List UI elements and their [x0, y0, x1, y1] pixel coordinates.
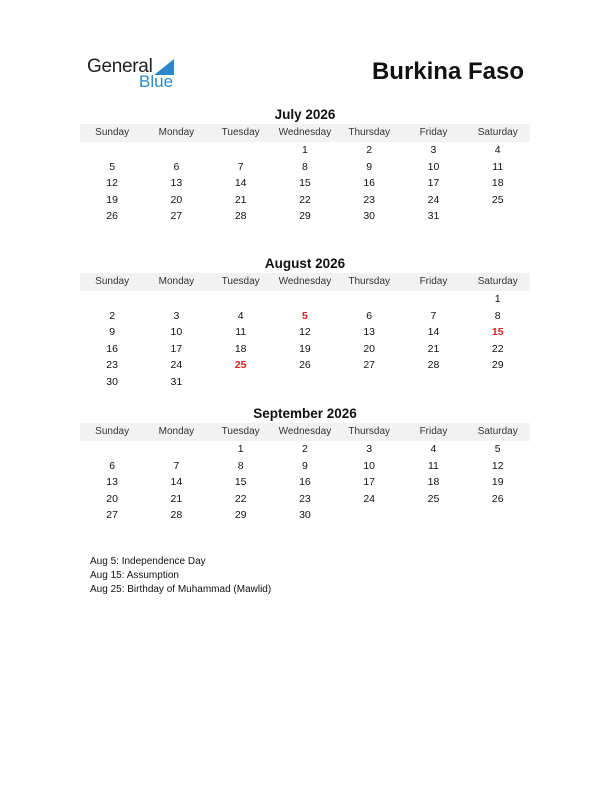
- day-cell: 6: [109, 459, 116, 472]
- day-cell: 31: [427, 210, 440, 223]
- day-cell: 10: [363, 459, 376, 472]
- day-cell: 14: [170, 476, 183, 489]
- week-row: [80, 441, 530, 458]
- day-cell: 8: [494, 309, 501, 322]
- empty-day-cell: [401, 374, 465, 391]
- month-august: [80, 256, 530, 391]
- day-cell: 11: [492, 160, 504, 173]
- day-cell: 15: [234, 476, 247, 489]
- day-cell: 13: [106, 476, 118, 489]
- day-cell: 29: [299, 210, 311, 223]
- week-row: [80, 142, 530, 159]
- day-cell: 26: [299, 359, 311, 372]
- day-cell: 5: [109, 160, 116, 173]
- day-cell: 22: [491, 342, 504, 355]
- day-cell: 16: [106, 342, 118, 355]
- day-cell: 7: [430, 309, 437, 322]
- weekday-label: Sunday: [95, 276, 130, 287]
- day-cell: 6: [173, 160, 180, 173]
- holiday-note: Aug 25: Birthday of Muhammad (Mawlid): [90, 584, 272, 595]
- empty-day-cell: [80, 291, 144, 308]
- weekday-label: Thursday: [348, 127, 391, 138]
- day-cell: 16: [299, 476, 311, 489]
- month-september: [80, 406, 530, 524]
- week-row: [80, 159, 530, 176]
- day-cell: 3: [366, 443, 373, 455]
- day-cell: 26: [491, 492, 504, 505]
- day-cell: 17: [427, 177, 440, 190]
- weekday-label: Monday: [158, 426, 195, 437]
- day-cell: 19: [299, 342, 311, 355]
- day-cell: 30: [299, 509, 311, 522]
- empty-day-cell: [466, 507, 530, 524]
- weekday-label: Thursday: [348, 276, 391, 287]
- day-cell: 2: [109, 309, 116, 322]
- week-row: [80, 341, 530, 358]
- day-cell: 4: [237, 309, 244, 322]
- weekday-label: Wednesday: [278, 127, 332, 138]
- day-cell: 10: [170, 326, 183, 339]
- day-cell: 7: [237, 160, 244, 173]
- holiday-notes: [90, 555, 271, 597]
- day-cell: 11: [428, 459, 439, 472]
- day-cell: 24: [427, 193, 440, 206]
- day-cell: 25: [491, 193, 504, 206]
- weekday-label: Sunday: [95, 127, 130, 138]
- holiday-note: Aug 5: Independence Day: [90, 556, 206, 567]
- empty-day-cell: [337, 291, 401, 308]
- weekday-header-row: [80, 273, 530, 291]
- week-row: [80, 357, 530, 374]
- weekday-label: Thursday: [348, 426, 391, 437]
- day-cell: 26: [106, 210, 118, 223]
- day-cell: 31: [170, 375, 183, 388]
- day-cell: 7: [173, 459, 180, 472]
- empty-day-cell: [144, 441, 208, 458]
- weekday-label: Tuesday: [221, 426, 260, 437]
- day-cell: 15: [299, 177, 311, 190]
- week-row: [80, 374, 530, 391]
- day-cell: 2: [302, 443, 308, 455]
- day-cell: 22: [234, 492, 247, 505]
- day-cell: 12: [106, 177, 118, 190]
- day-cell: 4: [430, 443, 437, 455]
- day-cell: 23: [299, 492, 311, 505]
- day-cell: 9: [302, 459, 308, 472]
- week-row: [80, 507, 530, 524]
- day-cell: 8: [302, 160, 308, 173]
- day-cell: 13: [363, 326, 376, 339]
- month-july: [80, 107, 530, 225]
- day-cell: 9: [366, 160, 373, 173]
- day-cell: 27: [170, 210, 183, 223]
- day-cell: 3: [173, 309, 180, 322]
- day-cell: 24: [170, 359, 183, 372]
- country-title: Burkina Faso: [371, 58, 524, 85]
- weekday-header-row: [80, 423, 530, 441]
- empty-day-cell: [144, 291, 208, 308]
- day-cell: 20: [170, 193, 183, 206]
- day-cell: 19: [491, 476, 504, 489]
- day-cell: 23: [363, 193, 376, 206]
- weekday-label: Friday: [419, 426, 448, 437]
- day-cell: 14: [234, 177, 247, 190]
- day-cell: 12: [491, 459, 504, 472]
- brand-name-line1: General: [87, 56, 153, 77]
- weekday-header-row: [80, 124, 530, 142]
- month-title: July 2026: [274, 107, 336, 122]
- day-cell: 10: [427, 160, 440, 173]
- weekday-label: Saturday: [477, 127, 518, 138]
- day-cell: 12: [299, 326, 311, 339]
- week-row: [80, 192, 530, 209]
- holiday-note: Aug 15: Assumption: [90, 570, 179, 581]
- empty-day-cell: [209, 374, 273, 391]
- day-cell: 24: [363, 492, 376, 505]
- day-cell: 11: [235, 326, 247, 339]
- day-cell: 20: [106, 492, 118, 505]
- day-cell: 18: [234, 342, 247, 355]
- weekday-label: Wednesday: [278, 276, 332, 287]
- week-row: [80, 308, 530, 325]
- week-row: [80, 491, 530, 508]
- day-cell: 8: [237, 459, 244, 472]
- weekday-label: Monday: [158, 127, 195, 138]
- month-title: August 2026: [264, 256, 346, 271]
- day-cell: 25: [427, 492, 440, 505]
- empty-day-cell: [337, 507, 401, 524]
- day-cell: 29: [491, 359, 504, 372]
- day-cell: 28: [427, 359, 440, 372]
- brand-logo: [87, 56, 187, 92]
- day-cell: 29: [234, 509, 247, 522]
- week-row: [80, 324, 530, 341]
- day-cell: 4: [494, 144, 501, 156]
- day-cell: 27: [363, 359, 376, 372]
- weekday-label: Saturday: [477, 426, 518, 437]
- day-cell: 27: [106, 509, 118, 522]
- empty-day-cell: [144, 142, 208, 159]
- empty-day-cell: [80, 441, 144, 458]
- day-cell: 30: [363, 210, 376, 223]
- empty-day-cell: [209, 142, 273, 159]
- holiday-day-cell: 5: [302, 309, 308, 322]
- day-cell: 2: [366, 144, 373, 156]
- holiday-day-cell: 25: [234, 359, 247, 372]
- day-cell: 18: [427, 476, 440, 489]
- day-cell: 30: [106, 375, 118, 388]
- day-cell: 28: [170, 509, 183, 522]
- week-row: [80, 208, 530, 225]
- weekday-label: Sunday: [95, 426, 130, 437]
- day-cell: 5: [494, 443, 501, 455]
- day-cell: 1: [494, 293, 501, 305]
- weekday-label: Tuesday: [221, 127, 260, 138]
- week-row: [80, 458, 530, 475]
- day-cell: 21: [234, 193, 247, 206]
- week-row: [80, 291, 530, 308]
- empty-day-cell: [401, 507, 465, 524]
- day-cell: 14: [427, 326, 440, 339]
- day-cell: 1: [302, 144, 308, 156]
- empty-day-cell: [337, 374, 401, 391]
- weekday-label: Wednesday: [278, 426, 332, 437]
- weekday-label: Friday: [419, 127, 448, 138]
- day-cell: 23: [106, 359, 118, 372]
- day-cell: 9: [109, 326, 116, 339]
- day-cell: 28: [234, 210, 247, 223]
- day-cell: 13: [170, 177, 183, 190]
- empty-day-cell: [273, 374, 337, 391]
- empty-day-cell: [466, 374, 530, 391]
- day-cell: 19: [106, 193, 118, 206]
- brand-name-line2: Blue: [139, 72, 174, 91]
- weekday-label: Tuesday: [221, 276, 260, 287]
- holiday-day-cell: 15: [491, 326, 504, 339]
- empty-day-cell: [401, 291, 465, 308]
- day-cell: 17: [170, 342, 183, 355]
- day-cell: 6: [366, 309, 373, 322]
- weekday-label: Friday: [419, 276, 448, 287]
- day-cell: 16: [363, 177, 376, 190]
- empty-day-cell: [273, 291, 337, 308]
- day-cell: 20: [363, 342, 376, 355]
- day-cell: 22: [299, 193, 311, 206]
- day-cell: 1: [237, 443, 244, 455]
- day-cell: 17: [363, 476, 376, 489]
- empty-day-cell: [209, 291, 273, 308]
- day-cell: 18: [491, 177, 504, 190]
- day-cell: 3: [430, 144, 437, 156]
- weekday-label: Saturday: [477, 276, 518, 287]
- week-row: [80, 175, 530, 192]
- day-cell: 21: [427, 342, 440, 355]
- day-cell: 21: [170, 492, 183, 505]
- month-title: September 2026: [253, 406, 357, 421]
- weekday-label: Monday: [158, 276, 195, 287]
- week-row: [80, 474, 530, 491]
- empty-day-cell: [80, 142, 144, 159]
- empty-day-cell: [466, 208, 530, 225]
